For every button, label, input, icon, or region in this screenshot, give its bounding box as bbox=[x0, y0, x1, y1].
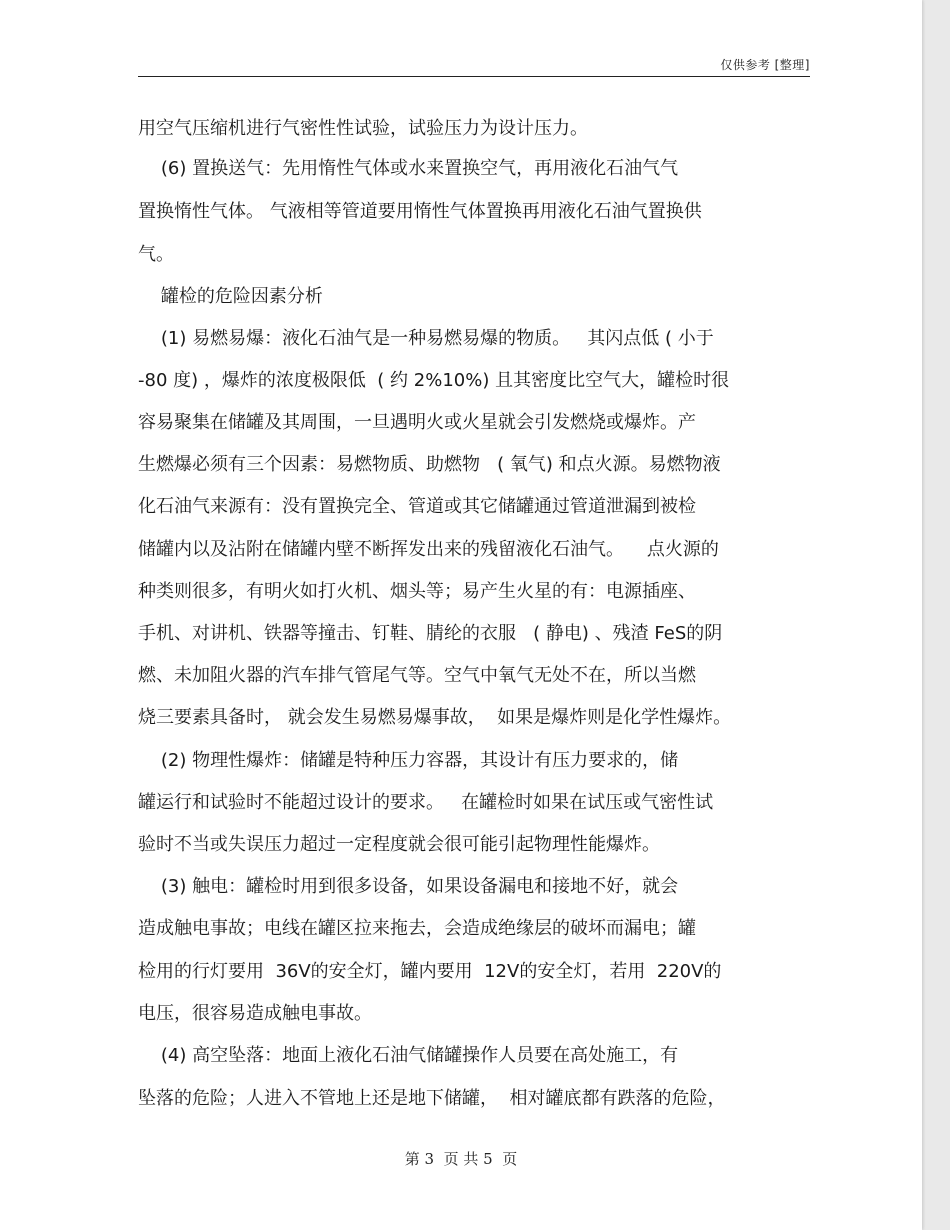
body-line: (6) 置换送气：先用惰性气体或水来置换空气，再用液化石油气气 bbox=[138, 158, 679, 179]
page-number: 第 3 页 共 5 页 bbox=[404, 1150, 518, 1168]
body-line: 造成触电事故；电线在罐区拉来拖去，会造成绝缘层的破坏而漏电；罐 bbox=[138, 918, 696, 939]
section-heading: 罐检的危险因素分析 bbox=[138, 286, 323, 307]
body-line: 种类则很多，有明火如打火机、烟头等；易产生火星的有：电源插座、 bbox=[138, 581, 696, 602]
body-line: 储罐内以及沾附在储罐内壁不断挥发出来的残留液化石油气。 点火源的 bbox=[138, 539, 719, 560]
body-line: (1) 易燃易爆：液化石油气是一种易燃易爆的物质。 其闪点低 ( 小于 bbox=[138, 328, 714, 349]
header-note: 仅供参考 [整理] bbox=[720, 58, 810, 72]
body-line: 检用的行灯要用 36V的安全灯，罐内要用 12V的安全灯，若用 220V的 bbox=[138, 961, 722, 982]
body-line: 验时不当或失误压力超过一定程度就会很可能引起物理性能爆炸。 bbox=[138, 834, 660, 855]
body-line: 容易聚集在储罐及其周围，一旦遇明火或火星就会引发燃烧或爆炸。产 bbox=[138, 412, 696, 433]
body-line: (4) 高空坠落：地面上液化石油气储罐操作人员要在高处施工，有 bbox=[138, 1045, 679, 1066]
body-line: 气。 bbox=[138, 244, 174, 265]
body-line: 手机、对讲机、铁器等撞击、钉鞋、腈纶的衣服 ( 静电) 、残渣 FeS的阴 bbox=[138, 623, 723, 644]
body-line: 化石油气来源有：没有置换完全、管道或其它储罐通过管道泄漏到被检 bbox=[138, 496, 696, 517]
body-line: 烧三要素具备时， 就会发生易燃易爆事故， 如果是爆炸则是化学性爆炸。 bbox=[138, 707, 732, 728]
body-line: 坠落的危险；人进入不管地上还是地下储罐， 相对罐底都有跌落的危险， bbox=[138, 1088, 726, 1109]
body-line: 燃、未加阻火器的汽车排气管尾气等。空气中氧气无处不在，所以当燃 bbox=[138, 665, 696, 686]
body-line: 罐运行和试验时不能超过设计的要求。 在罐检时如果在试压或气密性试 bbox=[138, 792, 714, 813]
body-line: (2) 物理性爆炸：储罐是特种压力容器，其设计有压力要求的，储 bbox=[138, 750, 679, 771]
header-rule bbox=[138, 76, 810, 77]
body-line: 生燃爆必须有三个因素：易燃物质、助燃物 ( 氧气) 和点火源。易燃物液 bbox=[138, 454, 721, 475]
body-line: 置换惰性气体。 气液相等管道要用惰性气体置换再用液化石油气置换供 bbox=[138, 201, 702, 222]
body-line: 用空气压缩机进行气密性性试验，试验压力为设计压力。 bbox=[138, 118, 588, 139]
body-line: -80 度) ，爆炸的浓度极限低 ( 约 2%10%) 且其密度比空气大，罐检时很 bbox=[138, 370, 730, 391]
body-line: (3) 触电：罐检时用到很多设备，如果设备漏电和接地不好，就会 bbox=[138, 876, 679, 897]
body-line: 电压，很容易造成触电事故。 bbox=[138, 1003, 372, 1024]
